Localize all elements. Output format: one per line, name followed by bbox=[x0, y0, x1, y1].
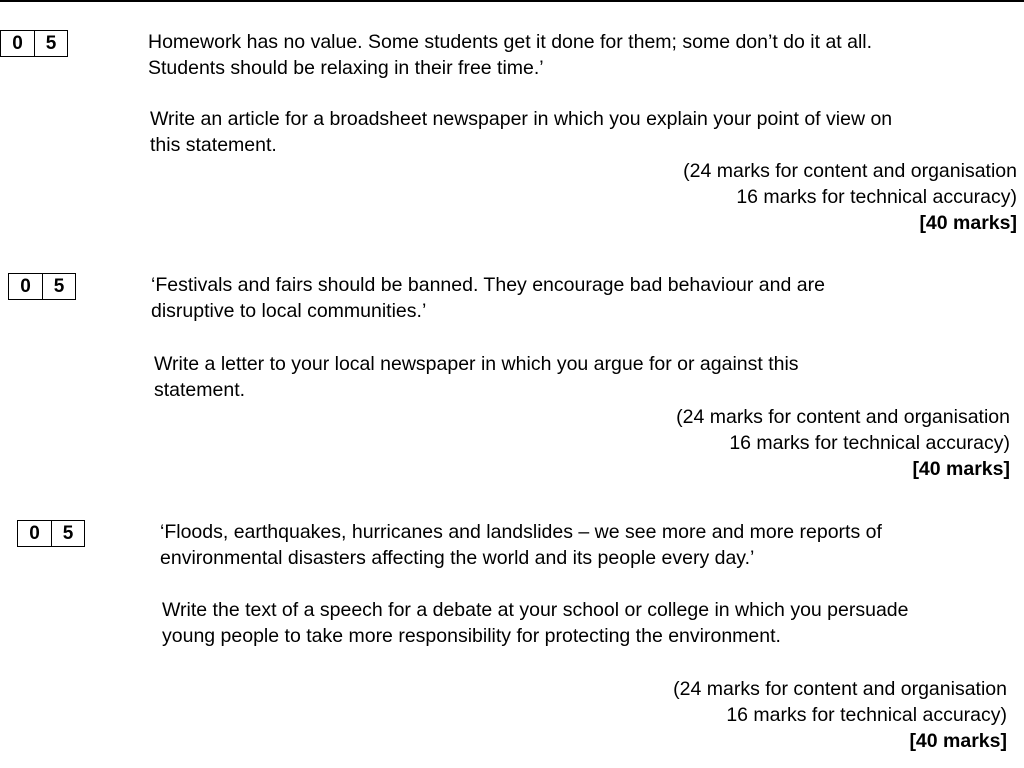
marks-allocation bbox=[673, 676, 1007, 754]
marks-accuracy: 16 marks for technical accuracy) bbox=[726, 704, 1007, 726]
marks-allocation bbox=[676, 404, 1010, 482]
question-number-digit: 0 bbox=[12, 32, 23, 54]
question-task: Write the text of a speech for a debate at your school or college in which you persuade young people to take more responsibility for protecting the environment. bbox=[162, 599, 909, 647]
question-number-digit: 5 bbox=[34, 31, 67, 56]
question-number-box bbox=[0, 30, 68, 57]
marks-total: [40 marks] bbox=[912, 458, 1010, 480]
question-statement: Homework has no value. Some students get it done for them; some don’t do it at all. Students should be relaxing in their free time.’ bbox=[148, 31, 873, 79]
question-number-box bbox=[17, 520, 85, 547]
question-number-digit: 5 bbox=[51, 521, 84, 546]
marks-content: (24 marks for content and organisation bbox=[683, 160, 1017, 182]
question-number-digit: 0 bbox=[29, 522, 40, 544]
marks-content: (24 marks for content and organisation bbox=[673, 678, 1007, 700]
question-statement: ‘Floods, earthquakes, hurricanes and landslides – we see more and more reports of environmental disasters affecting the world and its people every day.’ bbox=[160, 521, 882, 569]
marks-total: [40 marks] bbox=[909, 730, 1007, 752]
question-statement: ‘Festivals and fairs should be banned. They encourage bad behaviour and are disruptive to local communities.’ bbox=[151, 274, 825, 322]
question-number-box bbox=[8, 273, 76, 300]
question-number-digit: 5 bbox=[42, 274, 75, 299]
top-rule bbox=[0, 0, 1024, 2]
question-task: Write a letter to your local newspaper in which you argue for or against this statement. bbox=[154, 353, 799, 401]
marks-content: (24 marks for content and organisation bbox=[676, 406, 1010, 428]
question-number-digit: 0 bbox=[20, 275, 31, 297]
marks-total: [40 marks] bbox=[919, 212, 1017, 234]
marks-allocation bbox=[683, 158, 1017, 236]
marks-accuracy: 16 marks for technical accuracy) bbox=[729, 432, 1010, 454]
question-task: Write an article for a broadsheet newspaper in which you explain your point of view on this statement. bbox=[150, 108, 893, 156]
marks-accuracy: 16 marks for technical accuracy) bbox=[736, 186, 1017, 208]
